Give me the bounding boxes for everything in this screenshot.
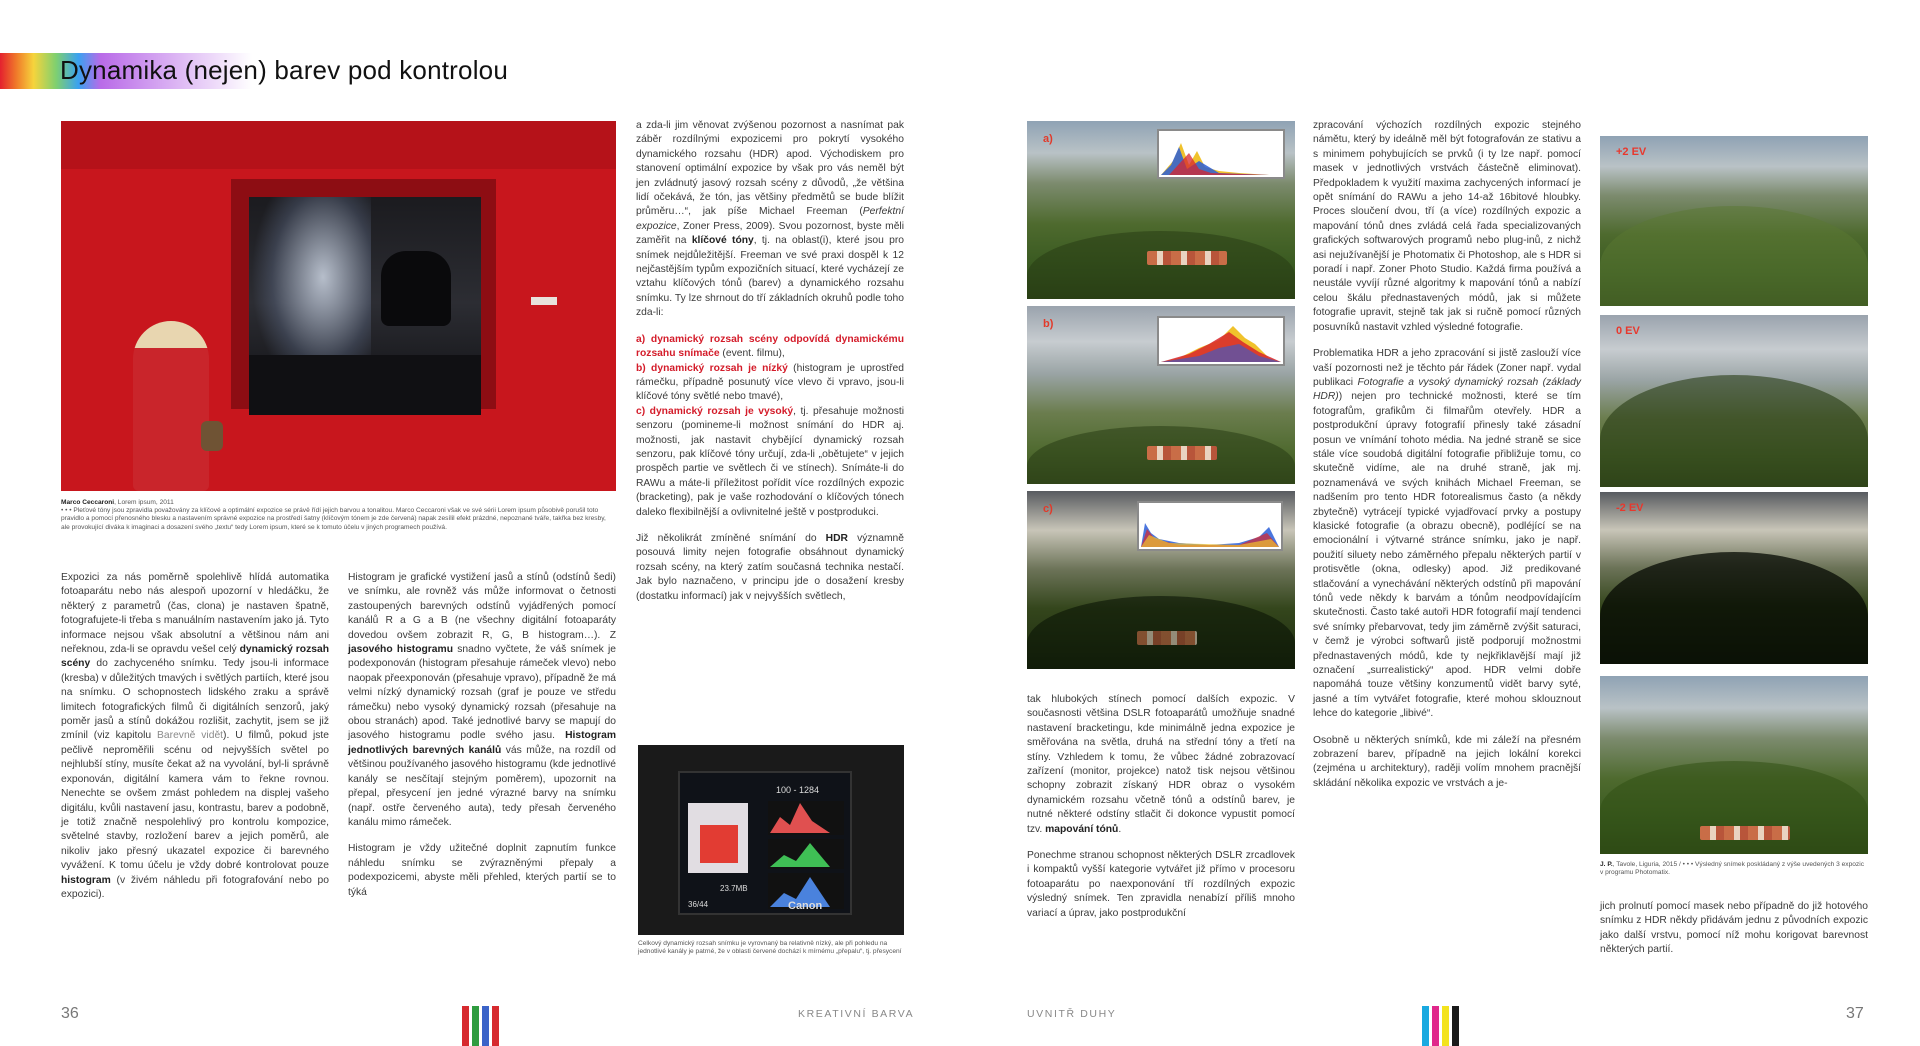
photo-red-room (61, 121, 616, 491)
page-title: Dynamika (nejen) barev pod kontrolou (60, 55, 508, 85)
histogram-c (1137, 501, 1283, 551)
ev-panel-0: 0 EV (1600, 315, 1868, 487)
landscape-panel-a: a) (1027, 121, 1295, 299)
chapter-label-right: UVNITŘ DUHY (1027, 1008, 1117, 1020)
page-number-right: 37 (1846, 1005, 1864, 1022)
text-column-6: jich prolnutí pomocí masek nebo případně do již hotového snímku z HDR někdy přidávám jednu z původních expozic jako další vrstvu, pomocí níž mohu korigovat barevnost některých partií. (1600, 901, 1868, 956)
woman-in-red-jacket (133, 321, 209, 491)
svg-text:36/44: 36/44 (688, 900, 709, 909)
camera-caption: Celkový dynamický rozsah snímku je vyrovnaný ba relativně nízký, ale při pohledu na jednotlivé kanály je patrné, že v oblasti červené dochází k mírnému „přepalu“, tj. přesycení (638, 940, 902, 956)
link-barevne-videt[interactable]: Barevně vidět (157, 730, 224, 742)
hanging-coat (381, 251, 451, 326)
svg-text:100 - 1284: 100 - 1284 (776, 785, 820, 795)
chapter-label-left: KREATIVNÍ BARVA (798, 1008, 915, 1020)
ev-panel-result (1600, 676, 1868, 854)
text-column-2: Histogram je grafické vystižení jasů a stínů (odstínů šedi) ve snímku, ale rovněž vás může informovat o četnosti zastoupených barevných odstínů vyjádřených pomocí kanálů R a G a B (ne všechny digitální fotoaparáty dovedou ovšem zobrazit R, G, B histogram…). Z jasového histogramu snadno vyčtete, že váš snímek je podexponován (histogram přesahuje rámeček vlevo) nebo naopak přeexponován (přesahuje vpravo), případně že má velmi nízký dynamický rozsah (graf je pouze ve středu rámečku) nebo vysoký dynamický rozsah (přesahuje na obou stranách) apod. Také jednotlivé barvy se mapují do jasového histogramu podle svého jasu. Histogram jednotlivých barevných kanálů vás může, na rozdíl od většinou používaného jasového histogramu (kde jednotlivé kanály se nesčítají stejným poměrem), upozornit na přepal, přesycení jen jedné výrazné barvy na snímku (např. ostře červeného auta), tedy přesah červeného kanálu mimo rámeček. Histogram je vždy užitečné doplnit zapnutím funkce náhledu snímku se zvýrazněnými přepaly a podexpozicemi, abyste měli přehled, kterých partií se to týká (348, 572, 617, 898)
camera-lcd-photo (638, 745, 904, 935)
landscape-panel-c: c) (1027, 491, 1295, 669)
ev-panel-minus2: -2 EV (1600, 492, 1868, 664)
rgb-color-bars (462, 1006, 499, 1046)
camera-lcd-screen (678, 771, 852, 915)
histogram-a (1157, 129, 1285, 179)
photo-red-caption: Marco Ceccaroni, Lorem ipsum, 2011 • • • Pleťové tóny jsou zpravidla považovány za klíčové a optimální expozice se právě řídí jejich barvou a tonalitou. Marco Ceccaroni však ve své sérii Lorem ipsum působivě porušil toto pravidlo a pomocí přenosného blesku a nastavením správné expozice na prostředí šatny (klíčovým tónem je zde červená) napak zesílil efekt prázdné, nepoznané tváře, takřka bez kresby, ale provokující diváka k imaginaci a dosazení svého „textu“ tedy Lorem ipsum, které se k tomuto účelu v jiných programech používá. (61, 499, 606, 531)
histogram-b (1157, 316, 1285, 366)
text-column-3: a zda-li jim věnovat zvýšenou pozornost a nasnímat pak záběr rozdílnými expozicemi pro pokrytí vysokého dynamického rozsahu (HDR) apod. Východiskem pro stanovení optimální expozice by však pro vás neměl být jen zvládnutý jasový rozsah scény z důvodů, „že většina lidí očekává, že tón, jas většiny předmětů se bude blížit průměru…“, jak píše Michael Freeman (Perfektní expozice, Zoner Press, 2009). Svou pozornost, byste měli zaměřit na klíčové tóny, tj. na oblast(i), které jsou pro snímek nejdůležitější. Freeman ve své praxi dospěl k 12 nejčastějším typům expozičních situací, které vycházejí ze vztahu klíčových tónů (barev) a dynamického rozsahu snímku. Ty lze shrnout do tří základních okruhů podle toho zda-li: a) dynamický rozsah scény odpovídá dynamickému rozsahu snímače (event. filmu), b) dynamický rozsah je nízký (histogram je uprostřed rámečku, případně posunutý více vlevo či vpravo, jsou-li klíčové tóny světlé nebo tmavé), c) dynamický rozsah je vysoký, tj. přesahuje možnosti senzoru (pomineme-li možnost snímání do HDR aj. možnosti, jak nastavit chybějící dynamický rozsah senzoru, pak klíčové tóny určují, zda-li „obětujete“ v jejich prospěch partie ve světlech či ve stínech). Snímáte-li do RAWu a máte-li příležitost pořídit více rozdílných expozic (bracketing), pak je vaše rozhodování o klíčových tónech daleko flexibilnější a ovlivnitelné ještě v postprodukci. Již několikrát zmíněné snímání do HDR významně posouvá limity nejen fotografie obsáhnout dynamický rozsah scény, na který zatím současná technika nestačí. Jak bylo naznačeno, v principu jde o dosažení kresby (dostatku informací) jak v nejvyšších světlech, (636, 120, 905, 602)
text-column-5: zpracování výchozích rozdílných expozic stejného námětu, který by ideálně měl být fotografován ze stativu a s minimem pohybujících se prvků (i ty lze např. pomocí masek v jednotlivých vrstvách částečně eliminovat). Předpokladem k využití maxima zachycených informací je opět snímání do RAWu a jeho 14-až 16bitové hloubky. Proces sloučení dvou, tří (a více) rozdílných expozic a mapování tónů dnes zvládá celá řada specializovaných grafických softwarových programů nebo plug-inů, z nichž asi nejužívanější je Photomatix či Photoshop, ale s HDR si poradí i např. Zoner Photo Studio. Každá firma používá a neustále vyvíjí různé algoritmy k mapování tónů a nabízí celou škálu přednastavených módů, jak si můžete fotografie upravit, stejně tak jak si ručně pomocí různých posuvníků nastavit vzhled výsledné fotografie. Problematika HDR a jeho zpracování si jistě zaslouží více vaší pozornosti než je těchto pár řádek (Zoner např. vydal publikaci Fotografie a vysoký dynamický rozsah (základy HDR)) nejen pro technické možnosti, které se tím fotografům, grafikům či filmařům otevřely. HDR a postprodukční úpravy fotografií přinesly také zásadní posun ve vnímání tohoto média. Na jedné straně se sice stále více soudobá digitální fotografie přibližuje tomu, co skutečně vidíme, ale na druhé straně, jak mj. poznamenává ve svých knihách Michael Freeman, se nadšením pro tento HDR fotorealismus často (a někdy zbytečně) vytrácejí typické vyjadřovací prvky a postupy klasické fotografie (a obrazu obecně), podléjící se na emocionální i výtvarné stránce snímku, jako je např. použití siluety nebo záměrného přepalu některých partií v protisvětle (okna, odlesky) apod. Již predikované stlačování a vynechávání některých odstínů při mapování tónů vede někdy k barvám a tónům neodpovídajícím skutečnosti. Často také autoři HDR fotografií mají tendenci své snímky přebarvovat, tedy jim záměrně zvýšit saturaci, v čemž je výrobci softwarů jistě podporují možnostmi přednastavených módů, kde ty nejkřiklavější mají již označení „surrealistický“ apod. HDR velmi dobře napomáhá touze většiny konzumentů vidět barvy syté, jasné a tím vytvářet fotografie, které mohou sklouznout lehce do kategorie „libivé“. Osobně u některých snímků, kde mi záleží na přesném zobrazení barev, případně na jejich lokální korekci (zejména u architektury), raději volím mnohem pracnější skládání několika expozic ve vrstvách a je- (1313, 120, 1581, 789)
cmyk-color-bars (1422, 1006, 1459, 1046)
svg-text:23.7MB: 23.7MB (720, 884, 748, 893)
text-column-1: Expozici za nás poměrně spolehlivě hlídá automatika fotoaparátu nebo nás alespoň upozorní v hledáčku, že některý z parametrů (čas, clona) je nastaven špatně, fotografujete-li třeba s manuálním nastavením jako já. Tyto informace nejsou však absolutní a většinou nám ani neřeknou, zda-li se opravdu vešel celý dynamický rozsah scény do zachyceného snímku. Tedy jsou-li informace (kresba) v důležitých tmavých i světlých partiích, které jsou na snímku. O schopnostech lidského zraku a správě limitech fotografických filmů či digitálních senzorů, jaký poměr jasů a stínů dokážou rozlišit, zachytit, jsem se již zmínil (viz kapitolu Barevně vidět). U filmů, pokud jste pečlivě neproměřili scénu od nejvyšších světel po nejhlubší stíny, musíte čekat až na vyvolání, byl-li správně exponován, digitální kamera vám to řekne rovnou. Nenechte se ovšem zmást pohledem na displej vašeho digitálu, kvůli nastavení jasu, kontrastu, barev a podobně, je totiž značně nespolehlivý pro kontrolu kompozice, světelné stavby, rozložení barev a jejich poměrů, ale nikoliv jako přesný ukazatel expozice či barevného vyvážení. K tomu účelu je vždy dobré kontrolovat pouze histogram (v živém náhledu při fotografování nebo po expozici). (61, 572, 329, 900)
landscape-panel-b: b) (1027, 306, 1295, 484)
camera-brand-logo: Canon (788, 900, 823, 912)
ev-panel-plus2: +2 EV (1600, 136, 1868, 306)
page-number-left: 36 (61, 1005, 79, 1022)
ev-caption: J. P., Tavole, Liguria, 2015 / • • • Výsledný snímek poskládaný z výše uvedených 3 expozic v programu Photomatix. (1600, 861, 1864, 877)
text-column-4: tak hlubokých stínech pomocí dalších expozic. V současnosti většina DSLR fotoaparátů umožňuje snadné nastavení bracketingu, kde minimálně jedna expozice je směřována na světla, druhá na střední tóny a třetí na stíny. Vzhledem k tomu, že vůbec žádné zobrazovací zařízení (monitor, projekce) natož tisk nejsou většinou schopny zobrazit získaný HDR obraz o vysokém dynamickém rozsahu včetně tónů a odstínů barev, je nutné některé odstíny stlačit či dokonce vypustit pomocí tzv. mapování tónů. Ponechme stranou schopnost některých DSLR zrcadlovek i kompaktů vyšší kategorie vytvářet již přímo v procesoru fotoaparátu po naexponování tří rozdílných expozic výsledný snímek. Ten zpravidla nenabízí příliš mnoho variací a úprav, jako postprodukční (1027, 694, 1295, 919)
